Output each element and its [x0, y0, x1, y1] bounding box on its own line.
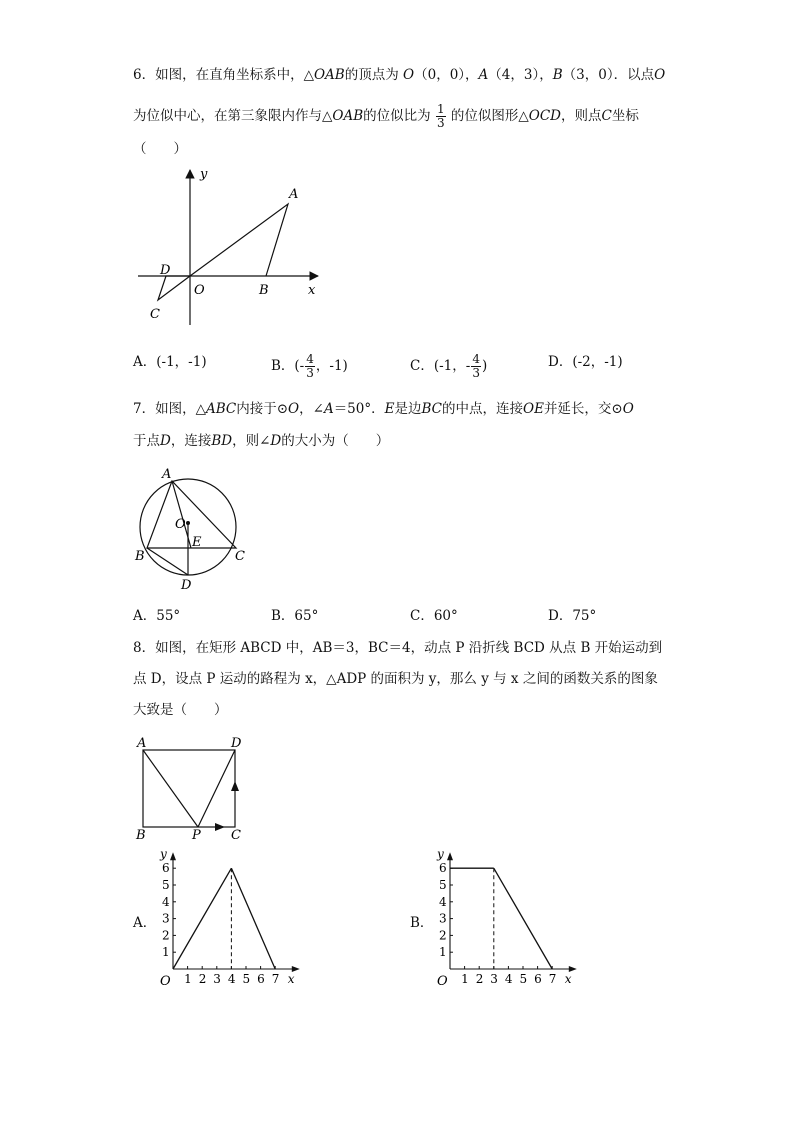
graph-b-x-tick-label: 4: [504, 972, 513, 986]
graph-a-y-tick-label: 2: [162, 928, 170, 943]
graph-a-y-tick-label: 3: [162, 911, 170, 926]
graph-a-x-axis-label: x: [287, 972, 295, 986]
point-d-label: D: [181, 578, 192, 593]
graph-b-x-axis-label: x: [564, 972, 572, 986]
point-e-label: E: [192, 535, 202, 550]
q8-option-b-label[interactable]: B．: [410, 915, 434, 931]
graph-b-y-tick-label: 5: [439, 878, 447, 892]
graph-b-y-axis-label: y: [437, 847, 444, 862]
graph-b-y-arrow-icon: [447, 852, 453, 860]
q6-answer-bracket: （ ）: [133, 141, 187, 157]
q7-circle-figure: [130, 462, 255, 592]
q6-line-1: 6．如图，在直角坐标系中，△OAB的顶点为 O（0，0），A（4，3），B（3，0）．以点O: [133, 67, 666, 83]
point-c-label: C: [231, 828, 241, 843]
q7-option-d[interactable]: D．75°: [548, 608, 597, 624]
graph-a-y-tick-label: 4: [162, 894, 170, 909]
arrow-right-icon: [215, 823, 225, 831]
q8-rectangle-figure: [133, 735, 258, 843]
graph-b-x-tick-label: 6: [534, 972, 542, 986]
graph-b-x-tick-label: 7: [548, 972, 557, 986]
fraction-one-third: $\frac{1}{3}$: [436, 102, 445, 130]
graph-b-y-tick-label: 2: [439, 928, 447, 943]
q7-line-2: 于点D，连接BD，则∠D的大小为（ ）: [133, 433, 390, 449]
graph-a-x-tick-label: 7: [271, 972, 280, 986]
q6-line-2: 为位似中心，在第三象限内作与△OAB的位似比为 $\frac{1}{3}$ 的位似图形△OCD，则点C坐标: [133, 102, 639, 130]
graph-b-y-tick-label: 4: [439, 894, 447, 909]
graph-a-y-tick-label: 6: [162, 861, 170, 876]
triangle-ocd: [158, 276, 190, 300]
q8-graph-b[interactable]: [432, 847, 582, 989]
graph-a-series-segment: [231, 868, 275, 969]
graph-b-y-tick-label: 1: [439, 945, 447, 960]
triangle-oab: [190, 204, 288, 276]
q6-option-d[interactable]: D．(-2，-1): [548, 354, 623, 370]
rectangle-abcd: [143, 750, 235, 827]
segment-ap: [143, 750, 198, 827]
q8-line-1: 8．如图，在矩形 ABCD 中，AB＝3，BC＝4，动点 P 沿折线 BCD 从点 B 开始运动到: [133, 640, 663, 656]
q6-coordinate-figure: [130, 160, 330, 335]
y-axis-label: y: [200, 167, 208, 182]
graph-a-x-tick-label: 5: [242, 972, 251, 986]
q7-option-c[interactable]: C．60°: [410, 608, 458, 624]
q8-line-3: 大致是（ ）: [133, 702, 228, 718]
graph-a-y-axis-label: y: [160, 847, 167, 862]
graph-a-x-tick-label: 4: [227, 972, 236, 986]
graph-a-y-tick-label: 1: [162, 945, 170, 960]
center-dot: [186, 521, 190, 525]
q8-option-a-label[interactable]: A．: [133, 915, 157, 931]
arrow-up-icon: [231, 781, 239, 791]
point-o-label: O: [175, 517, 186, 532]
graph-b-y-tick-label: 6: [439, 861, 447, 876]
graph-b-y-tick-label: 3: [439, 911, 447, 926]
q6-option-a[interactable]: A．(-1，-1): [133, 354, 207, 370]
q7-option-b[interactable]: B．65°: [271, 608, 319, 624]
point-a-label: A: [162, 467, 172, 482]
graph-b-x-tick-label: 3: [490, 972, 498, 986]
point-a-label: A: [289, 187, 299, 202]
q6-option-b[interactable]: B．(- $\frac{4}{3}$ ，-1): [271, 352, 348, 380]
point-b-label: B: [259, 283, 269, 298]
graph-b-x-tick-label: 5: [519, 972, 528, 986]
graph-a-x-tick-label: 6: [257, 972, 265, 986]
graph-a-y-tick-label: 5: [162, 878, 170, 892]
graph-b-origin-label: O: [437, 974, 448, 989]
segment-dp: [198, 750, 235, 827]
q7-option-a[interactable]: A．55°: [133, 608, 181, 624]
point-c-label: C: [235, 549, 245, 564]
graph-b-series-segment: [494, 868, 552, 969]
x-axis-label: x: [308, 283, 316, 298]
point-d-label: D: [231, 736, 242, 751]
q8-line-2: 点 D，设点 P 运动的路程为 x，△ADP 的面积为 y，那么 y 与 x 之间的函数关系的图象: [133, 671, 658, 687]
q8-graph-a[interactable]: [155, 847, 305, 989]
point-d-label: D: [160, 263, 171, 278]
graph-a-series-segment: [173, 868, 231, 969]
point-b-label: B: [136, 828, 146, 843]
point-a-label: A: [137, 736, 147, 751]
graph-a-x-tick-label: 3: [213, 972, 221, 986]
graph-a-x-tick-label: 1: [184, 972, 192, 986]
graph-a-y-arrow-icon: [170, 852, 176, 860]
graph-a-origin-label: O: [160, 974, 171, 989]
point-b-label: B: [135, 549, 145, 564]
q7-line-1: 7．如图，△ABC内接于⊙O，∠A＝50°．E是边BC的中点，连接OE并延长，交⊙O: [133, 401, 634, 417]
graph-b-x-tick-label: 2: [475, 972, 484, 986]
point-p-label: P: [192, 828, 201, 843]
point-o-label: O: [194, 283, 205, 298]
q6-option-c[interactable]: C．(-1，- $\frac{4}{3}$ ): [410, 352, 488, 380]
point-c-label: C: [150, 307, 160, 322]
graph-b-x-tick-label: 1: [461, 972, 469, 986]
graph-a-x-tick-label: 2: [198, 972, 207, 986]
